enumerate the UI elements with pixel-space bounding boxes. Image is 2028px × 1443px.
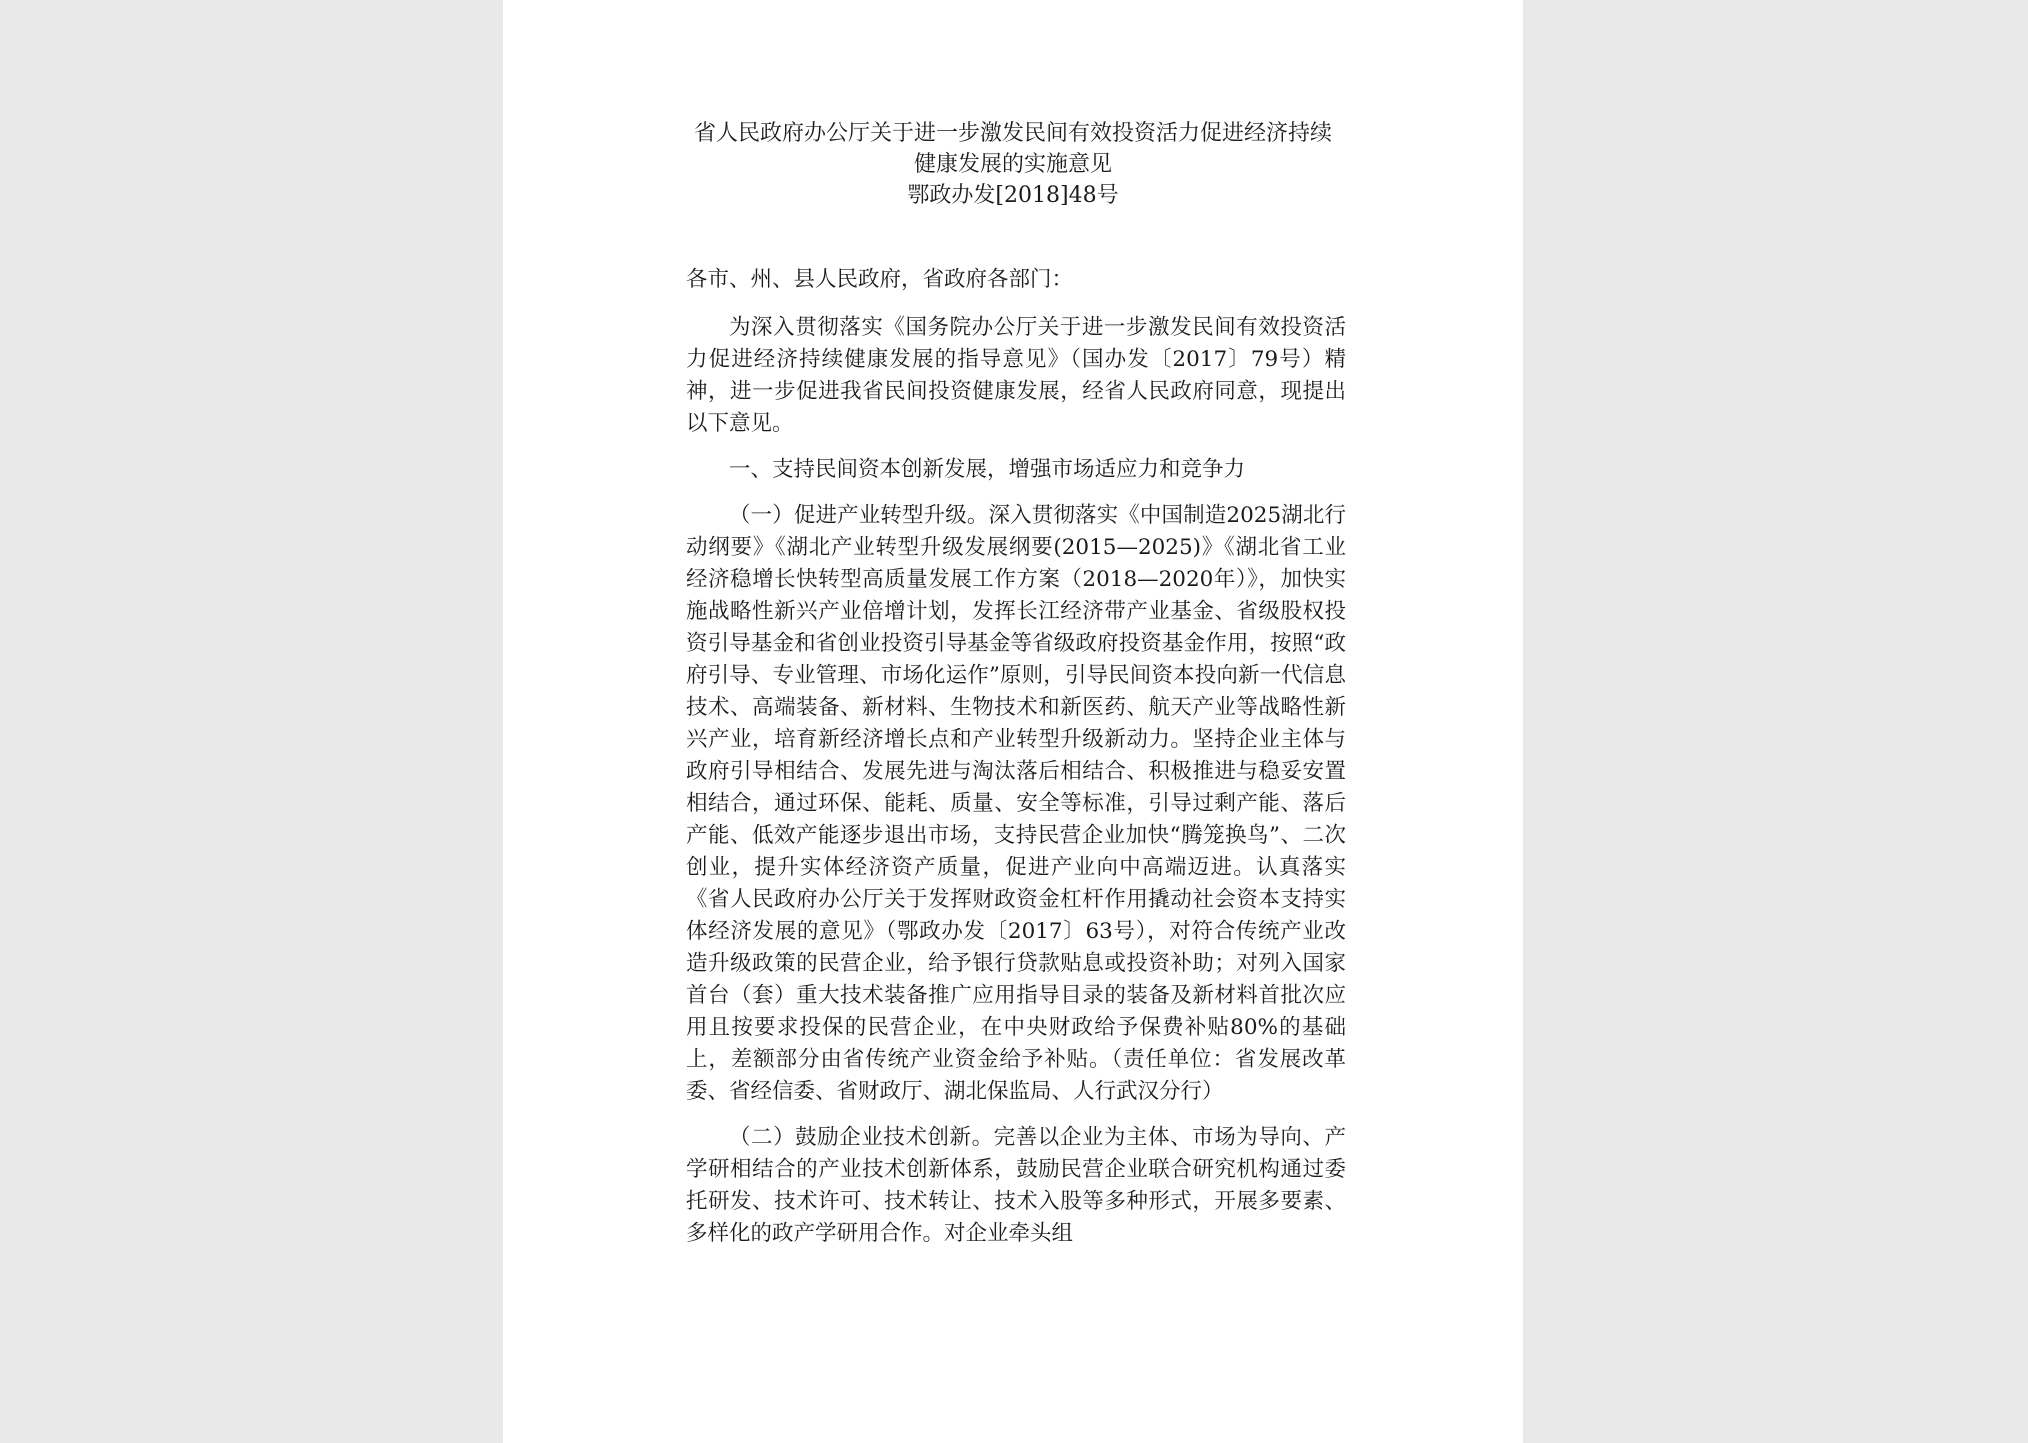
item-paragraph-1: （一）促进产业转型升级。深入贯彻落实《中国制造2025湖北行动纲要》《湖北产业转型升级发展纲要(2015—2025)》《湖北省工业经济稳增长快转型高质量发展工作方案（2018—2020年）》，加快实施战略性新兴产业倍增计划，发挥长江经济带产业基金、省级股权投资引导基金和省创业投资引导基金等省级政府投资基金作用，按照“政府引导、专业管理、市场化运作”原则，引导民间资本投向新一代信息技术、高端装备、新材料、生物技术和新医药、航天产业等战略性新兴产业，培育新经济增长点和产业转型升级新动力。坚持企业主体与政府引导相结合、发展先进与淘汰落后相结合、积极推进与稳妥安置相结合，通过环保、能耗、质量、安全等标准，引导过剩产能、落后产能、低效产能逐步退出市场，支持民营企业加快“腾笼换鸟”、二次创业，提升实体经济资产质量，促进产业向中高端迈进。认真落实《省人民政府办公厅关于发挥财政资金杠杆作用撬动社会资本支持实体经济发展的意见》（鄂政办发〔2017〕63号），对符合传统产业改造升级政策的民营企业，给予银行贷款贴息或投资补助；对列入国家首台（套）重大技术装备推广应用指导目录的装备及新材料首批次应用且按要求投保的民营企业，在中央财政给予保费补贴80%的基础上，差额部分由省传统产业资金给予补贴。（责任单位：省发展改革委、省经信委、省财政厅、湖北保监局、人行武汉分行） <box>686 503 1346 1104</box>
section-heading: 一、支持民间资本创新发展，增强市场适应力和竞争力 <box>729 457 1246 482</box>
document-title-line-1: 省人民政府办公厅关于进一步激发民间有效投资活力促进经济持续 <box>693 121 1332 146</box>
item-paragraph-2: （二）鼓励企业技术创新。完善以企业为主体、市场为导向、产学研相结合的产业技术创新体系，鼓励民营企业联合研究机构通过委托研发、技术许可、技术转让、技术入股等多种形式，开展多要素、多样化的政产学研用合作。对企业牵头组 <box>686 1125 1346 1246</box>
document-header <box>503 118 1523 211</box>
salutation: 各市、州、县人民政府，省政府各部门： <box>686 267 1074 292</box>
document-title-line-2: 健康发展的实施意见 <box>913 152 1112 177</box>
intro-paragraph: 为深入贯彻落实《国务院办公厅关于进一步激发民间有效投资活力促进经济持续健康发展的指导意见》（国办发〔2017〕79号）精神，进一步促进我省民间投资健康发展，经省人民政府同意，现提出以下意见。 <box>686 315 1346 436</box>
document-page <box>503 0 1523 1443</box>
document-number: 鄂政办发[2018]48号 <box>907 183 1119 208</box>
document-body <box>686 264 1346 1264</box>
